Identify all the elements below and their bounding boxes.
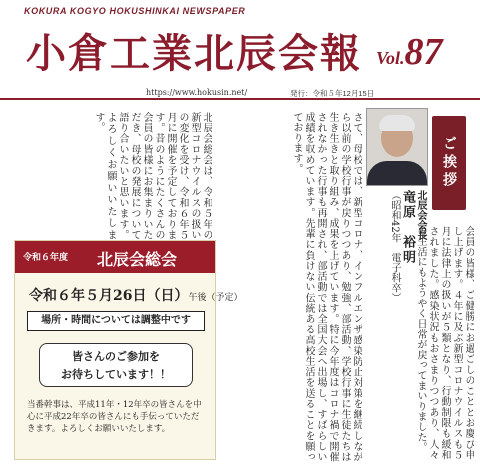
website-link[interactable]: https://www.hokusin.net/ — [146, 88, 248, 97]
masthead-divider — [0, 98, 480, 100]
event-title: 北辰会総会 — [97, 250, 178, 269]
invite-line-2: お待ちしています！！ — [61, 368, 171, 381]
issue-date: 発行：令和５年12月15日 — [290, 89, 375, 98]
speaker-class: （昭和42年 電子科卒） — [389, 190, 400, 303]
event-date — [29, 285, 243, 305]
event-note: 当番幹事は、平成11年・12年卒の皆さんを中心に平成22年卒の皆さんにも手伝っていただきます。よろしくお願いいたします。 — [27, 400, 202, 434]
speaker-name: 竜原 裕明 — [400, 190, 415, 265]
chairman-photo — [366, 108, 428, 186]
invite-line-1: 皆さんのご参加を — [72, 350, 160, 363]
volume-value: 87 — [404, 31, 443, 73]
article-column-right: 会員の皆様、ご健勝にお過ごしのこととお慶び申し上げます。４年に及ぶ新型コロナウイルスも５月に法律上の扱いが５類となり、行動制限も緩和されました。感染状況もおさまりつつあり、人々の生活にもようやく日常が戻ってまいりました。 — [415, 226, 474, 460]
newsletter-title: 小倉工業北辰会報 — [26, 30, 362, 77]
article-column-left: 北辰会総会は、令和５年の新型コロナウイルスの扱いの変化を受け、令和６年５月に開催を予定しております。昔のようにたくさんの会員の皆様にお集まりいただき、母校の発展について語り合いたいと思います。よろしくお願いいたします。 — [93, 112, 212, 240]
general-meeting-box — [14, 240, 243, 460]
event-invitation — [39, 343, 193, 387]
event-date-note: 午後（予定） — [188, 293, 243, 303]
volume-prefix: Vol. — [376, 48, 405, 68]
masthead — [0, 0, 480, 100]
greeting-tag: ご挨拶 — [432, 116, 466, 210]
event-date-value: 令和６年５月26日（日） — [29, 288, 189, 304]
article-column-middle: さて、母校では、新型コロナ、インフルエンザ感染防止対策を継続しながら以前の学校行事が戻りつつあり、勉強、部活動、学校行事に生徒たちは生き生きと取り組み、成果を上げています。特に今年度はコロナ禍で開催されなかった行事も再開され、部活動では全国大会へ出場し、すばらしい成績を収めています。先輩に負けない伝統ある高校生活を送ることを願っております。 — [291, 112, 362, 462]
event-place: 場所・時間については調整中です — [27, 311, 205, 331]
speaker-role: 北辰会会長 — [415, 190, 426, 240]
masthead-kicker: KOKURA KOGYO HOKUSHINKAI NEWSPAPER — [24, 6, 246, 16]
volume-number — [376, 30, 443, 74]
event-header — [15, 241, 215, 273]
event-year: 令和６年度 — [23, 253, 69, 263]
